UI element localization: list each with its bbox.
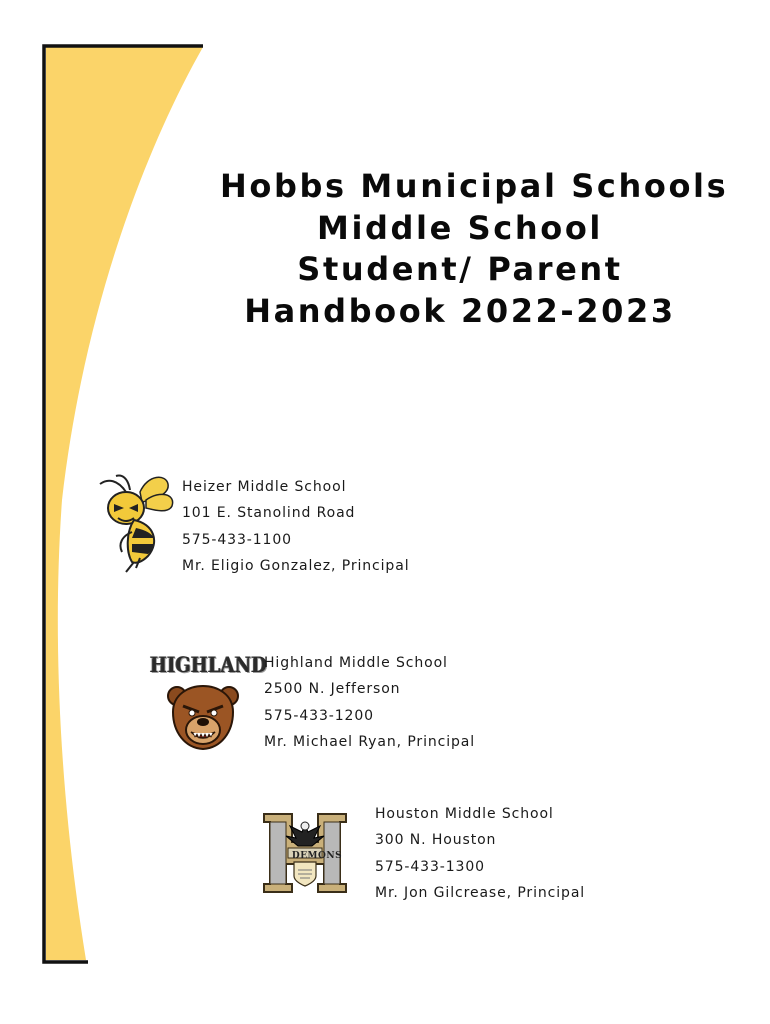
school-principal: Mr. Michael Ryan, Principal	[264, 733, 476, 750]
school-address: 2500 N. Jefferson	[264, 681, 401, 698]
school-address: 300 N. Houston	[375, 832, 497, 849]
demons-wordmark: DEMONS	[291, 851, 343, 861]
school-name: Highland Middle School	[264, 655, 448, 671]
school-phone: 575-433-1200	[264, 707, 374, 724]
school-info-highland	[264, 650, 475, 755]
hornet-mascot-icon	[96, 472, 178, 574]
school-phone: 575-433-1300	[375, 858, 485, 875]
title-line-3: Student/ Parent	[297, 250, 623, 288]
school-principal: Mr. Jon Gilcrease, Principal	[375, 884, 586, 901]
school-info-heizer	[182, 474, 410, 579]
school-phone: 575-433-1100	[182, 531, 292, 548]
bear-mascot-icon	[165, 682, 241, 752]
highland-wordmark: HIGHLAND	[150, 652, 267, 677]
school-name: Heizer Middle School	[182, 479, 347, 495]
title-line-4: Handbook 2022-2023	[244, 291, 676, 330]
handbook-title	[220, 166, 729, 332]
school-address: 101 E. Stanolind Road	[182, 505, 356, 522]
title-line-2: Middle School	[317, 208, 603, 247]
title-line-1: Hobbs Municipal Schools	[220, 167, 729, 205]
school-name: Houston Middle School	[375, 806, 554, 822]
school-info-houston	[375, 801, 585, 906]
school-principal: Mr. Eligio Gonzalez, Principal	[182, 557, 410, 574]
